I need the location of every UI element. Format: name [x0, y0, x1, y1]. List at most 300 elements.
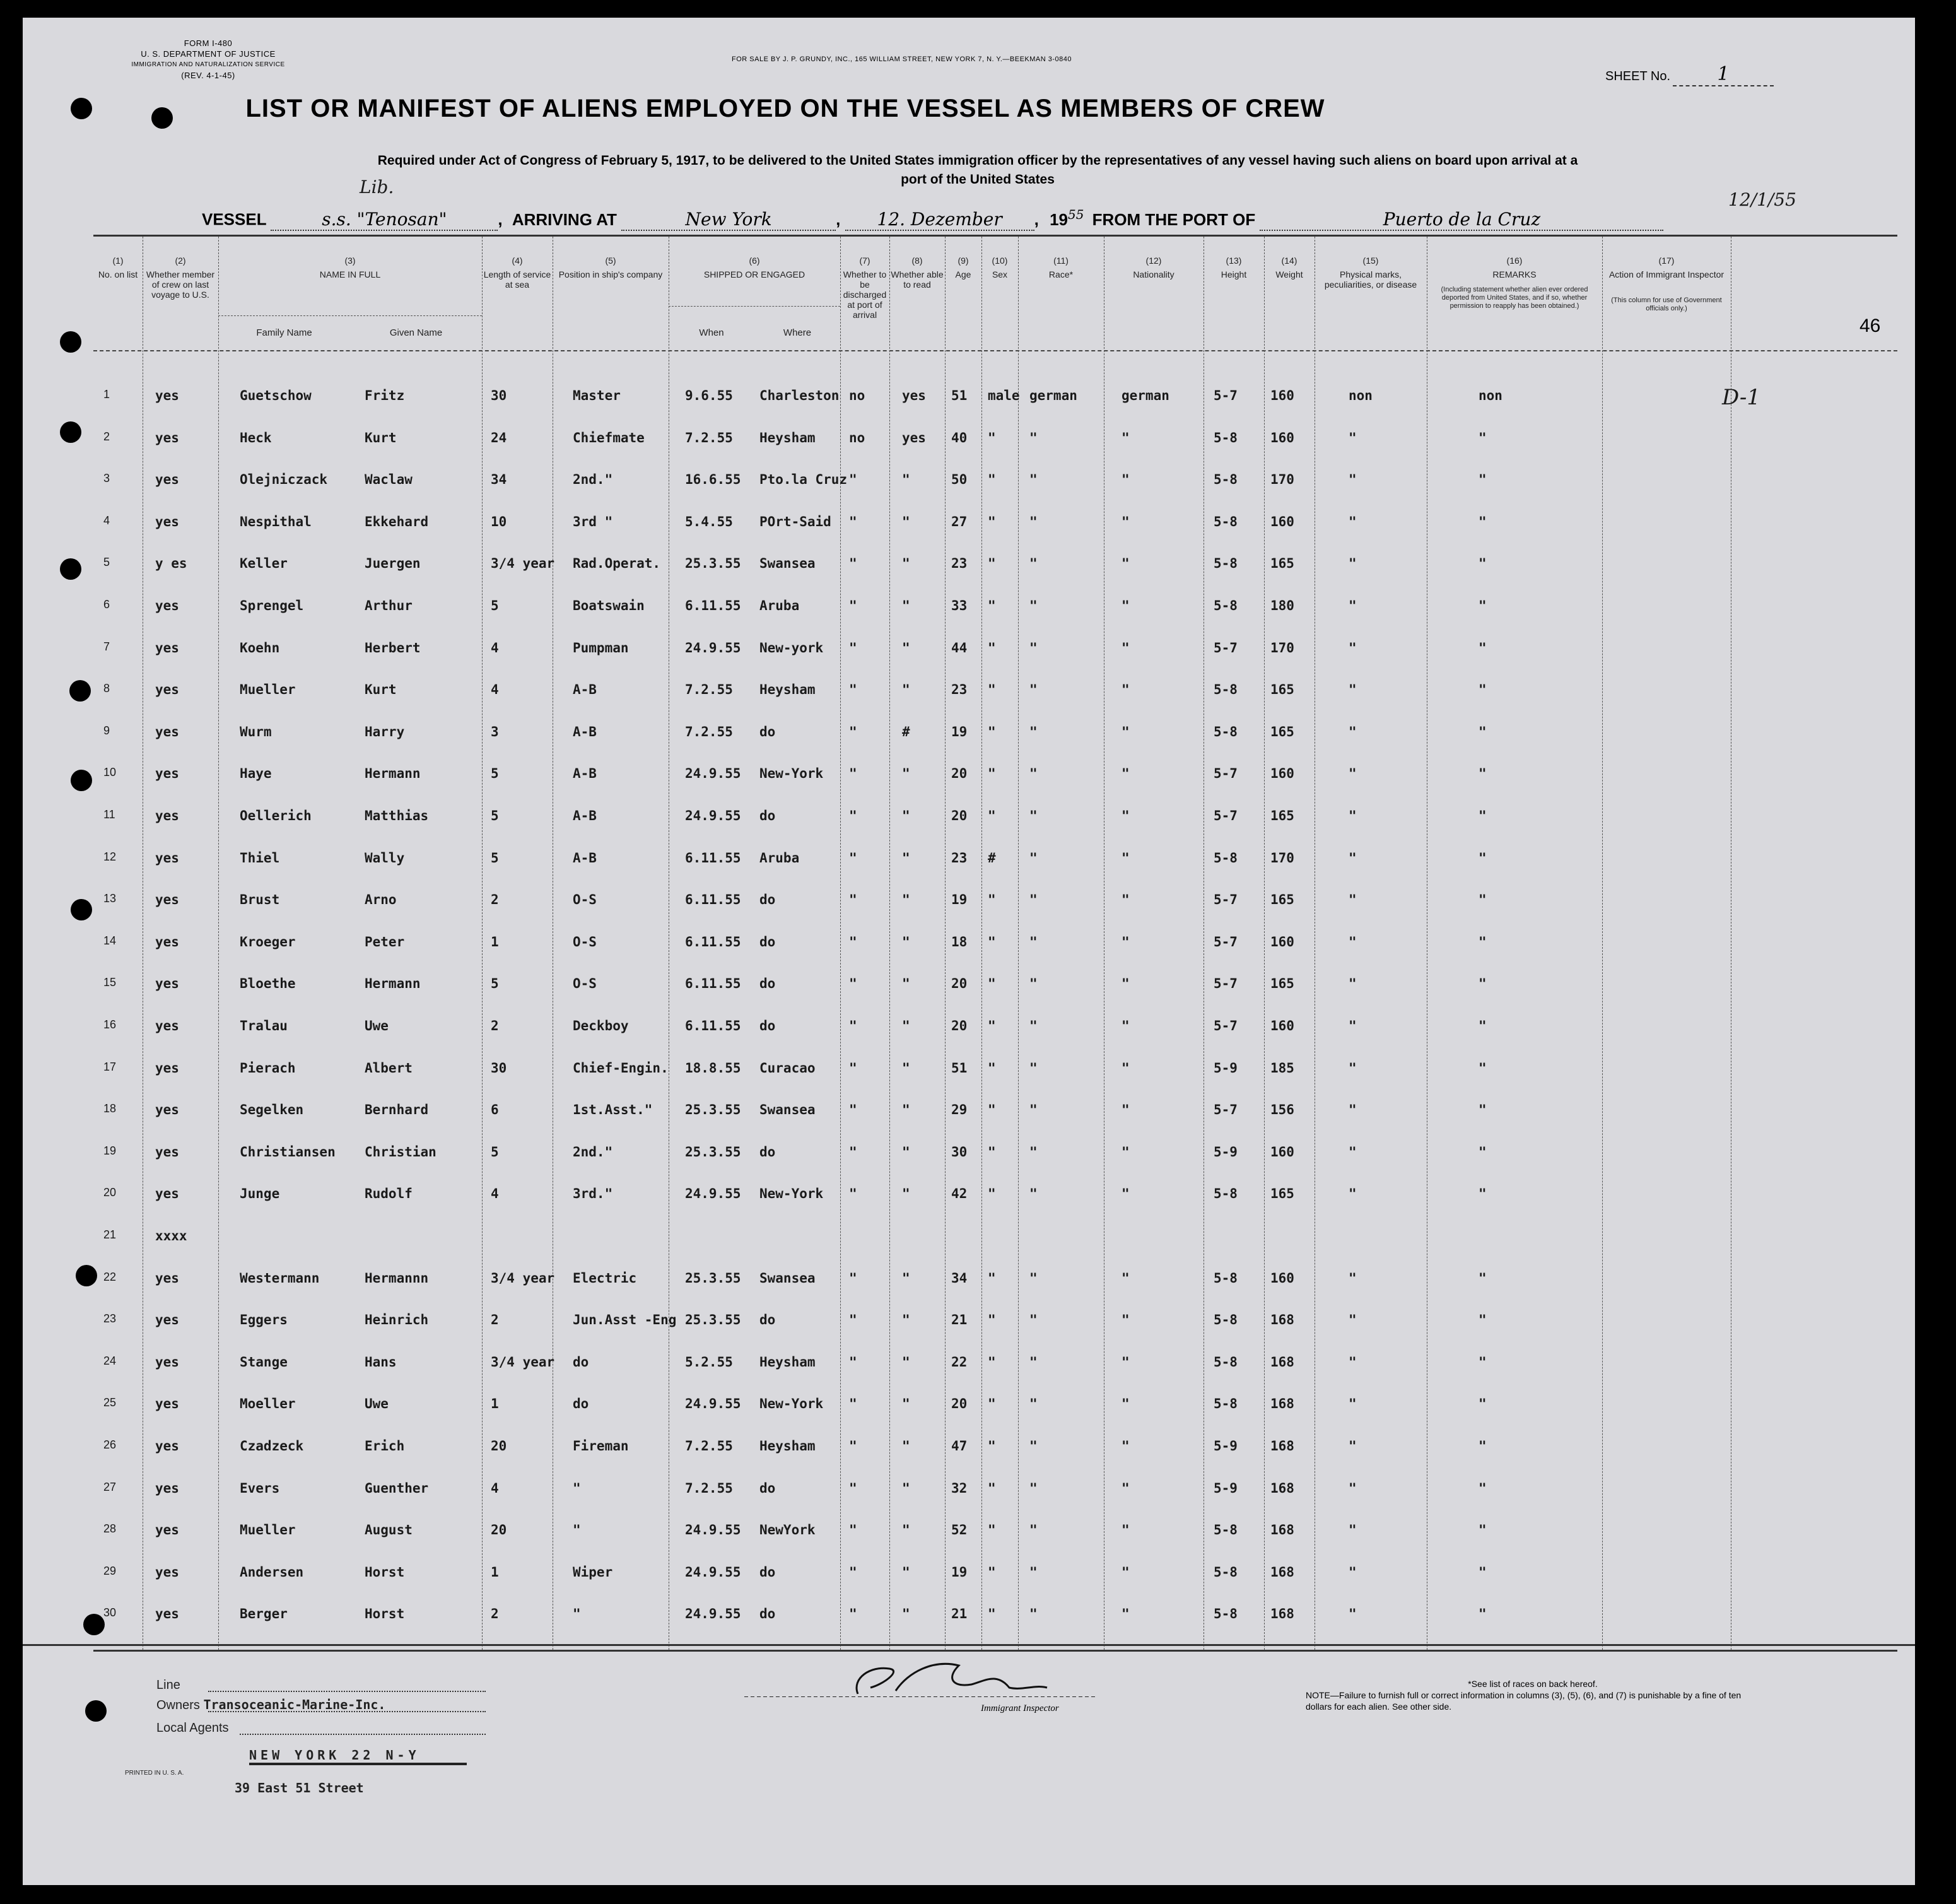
crew-row: [93, 598, 1897, 617]
row-number: 2: [103, 430, 110, 443]
punch-hole: [71, 899, 92, 920]
crew-row: [93, 1565, 1897, 1584]
nationality: ": [1121, 808, 1130, 823]
sex: ": [988, 1102, 996, 1118]
race: ": [1029, 976, 1038, 992]
given-name: Bernhard: [365, 1102, 429, 1118]
column-number: (2): [175, 256, 186, 266]
age: 22: [951, 1354, 968, 1370]
family-name: Moeller: [240, 1396, 296, 1412]
row-number: 30: [103, 1606, 117, 1619]
length-of-service: 30: [491, 388, 507, 403]
remarks: ": [1479, 1438, 1487, 1454]
column-label: Weight: [1275, 269, 1303, 279]
last-voyage: yes: [155, 388, 179, 403]
column-label: Nationality: [1133, 269, 1174, 279]
race: ": [1029, 1270, 1038, 1286]
physical-marks: non: [1349, 388, 1373, 403]
last-voyage: yes: [155, 1312, 179, 1328]
length-of-service: 2: [491, 1018, 499, 1033]
age: 50: [951, 472, 968, 488]
discharged: ": [849, 1102, 857, 1118]
nationality: ": [1121, 430, 1130, 445]
height: 5-9: [1214, 1438, 1238, 1454]
sex: ": [988, 1480, 996, 1496]
from-port-value: Puerto de la Cruz: [1260, 209, 1663, 231]
age: 32: [951, 1480, 968, 1496]
column-number: (5): [605, 256, 616, 266]
sex: #: [988, 850, 996, 866]
race: ": [1029, 1606, 1038, 1622]
age: 44: [951, 640, 968, 655]
column-label: REMARKS: [1492, 269, 1537, 279]
column-header: [218, 256, 482, 279]
last-voyage: yes: [155, 1060, 179, 1076]
given-name: Fritz: [365, 388, 405, 403]
physical-marks: ": [1349, 1480, 1357, 1496]
position: A-B: [573, 724, 597, 739]
discharged: ": [849, 1312, 857, 1328]
sex: ": [988, 766, 996, 782]
row-number: 5: [103, 556, 110, 569]
physical-marks: ": [1349, 1438, 1357, 1454]
length-of-service: 4: [491, 682, 499, 698]
line-field: [156, 1678, 180, 1693]
age: 23: [951, 556, 968, 572]
crew-row: [93, 1481, 1897, 1500]
height: 5-7: [1214, 808, 1238, 823]
height: 5-9: [1214, 1144, 1238, 1160]
last-voyage: yes: [155, 1396, 179, 1412]
able-to-read: ": [902, 1144, 910, 1160]
discharged: ": [849, 1144, 857, 1160]
remarks: ": [1479, 1522, 1487, 1538]
sex: ": [988, 1060, 996, 1076]
given-name: Horst: [365, 1564, 405, 1580]
shipped-when: 7.2.55: [685, 430, 733, 445]
nationality: ": [1121, 1102, 1130, 1118]
last-voyage: yes: [155, 430, 179, 445]
family-name: Tralau: [240, 1018, 288, 1033]
family-name: Mueller: [240, 1522, 296, 1538]
age: 19: [951, 892, 968, 908]
shipped-when: 24.9.55: [685, 808, 741, 823]
given-name: Matthias: [365, 808, 429, 823]
position: 2nd.": [573, 1144, 613, 1160]
last-voyage: yes: [155, 1186, 179, 1202]
physical-marks: ": [1349, 1396, 1357, 1412]
shipped-when: 25.3.55: [685, 1312, 741, 1328]
shipped-when: 7.2.55: [685, 1438, 733, 1454]
sex: ": [988, 1186, 996, 1202]
column-number: (10): [992, 256, 1008, 266]
race: ": [1029, 556, 1038, 572]
position: Pumpman: [573, 640, 629, 655]
shipped-where: New-York: [759, 766, 824, 782]
family-name: Oellerich: [240, 808, 312, 823]
given-name: Erich: [365, 1438, 405, 1454]
nationality: ": [1121, 724, 1130, 739]
physical-marks: ": [1349, 598, 1357, 613]
sex: ": [988, 1522, 996, 1538]
remarks: ": [1479, 640, 1487, 655]
year-prefix: 19: [1050, 209, 1068, 229]
shipped-where: do: [759, 1564, 776, 1580]
given-name: Herbert: [365, 640, 421, 655]
given-name: Christian: [365, 1144, 436, 1160]
height: 5-8: [1214, 1186, 1238, 1202]
given-name: Hermannn: [365, 1270, 429, 1286]
given-name: Peter: [365, 934, 405, 949]
height: 5-8: [1214, 556, 1238, 572]
age: 47: [951, 1438, 968, 1454]
agent-address: 39 East 51 Street: [235, 1780, 364, 1795]
discharged: ": [849, 1270, 857, 1286]
discharged: ": [849, 1060, 857, 1076]
family-name: Segelken: [240, 1102, 304, 1118]
discharged: ": [849, 598, 857, 613]
position: ": [573, 1522, 581, 1538]
family-name: Koehn: [240, 640, 280, 655]
height: 5-8: [1214, 1606, 1238, 1622]
last-voyage: yes: [155, 934, 179, 949]
given-name: Uwe: [365, 1396, 389, 1412]
column-number: (17): [1658, 256, 1675, 266]
crew-row: [93, 388, 1897, 407]
family-name: Andersen: [240, 1564, 304, 1580]
position: Chiefmate: [573, 430, 645, 445]
remarks: non: [1479, 388, 1502, 403]
age: 20: [951, 766, 968, 782]
row-number: 22: [103, 1270, 117, 1283]
remarks: ": [1479, 1102, 1487, 1118]
punch-hole: [71, 770, 92, 791]
length-of-service: 5: [491, 1144, 499, 1160]
family-name: Nespithal: [240, 514, 312, 529]
able-to-read: yes: [902, 388, 926, 403]
shipped-where: Aruba: [759, 850, 800, 866]
race: ": [1029, 934, 1038, 949]
family-name: Evers: [240, 1480, 280, 1496]
age: 19: [951, 1564, 968, 1580]
age: 51: [951, 388, 968, 403]
race: ": [1029, 640, 1038, 655]
last-voyage: yes: [155, 640, 179, 655]
last-voyage: yes: [155, 850, 179, 866]
length-of-service: 3/4 year: [491, 1270, 555, 1286]
weight: 165: [1270, 556, 1294, 572]
sex: ": [988, 598, 996, 613]
sex: ": [988, 472, 996, 488]
length-of-service: 5: [491, 850, 499, 866]
family-name: Heck: [240, 430, 272, 445]
discharged: ": [849, 1354, 857, 1370]
discharged: ": [849, 556, 857, 572]
crew-row: [93, 934, 1897, 953]
page-title: LIST OR MANIFEST OF ALIENS EMPLOYED ON THE VESSEL AS MEMBERS OF CREW: [245, 95, 1325, 122]
vessel-note: Lib.: [360, 177, 394, 197]
weight: 170: [1270, 850, 1294, 866]
owners-value: Transoceanic-Marine-Inc.: [203, 1697, 386, 1712]
sheet-number: [1605, 63, 1774, 86]
family-name: Kroeger: [240, 934, 296, 949]
weight: 170: [1270, 640, 1294, 655]
shipped-when: 24.9.55: [685, 1564, 741, 1580]
column-header: [889, 256, 945, 290]
weight: 168: [1270, 1564, 1294, 1580]
arriving-value: New York: [621, 209, 836, 231]
nationality: ": [1121, 640, 1130, 655]
remarks: ": [1479, 514, 1487, 529]
shipped-where: do: [759, 1606, 776, 1622]
weight: 160: [1270, 1270, 1294, 1286]
position: A-B: [573, 808, 597, 823]
agents-field: [156, 1721, 229, 1736]
family-name: Mueller: [240, 682, 296, 698]
physical-marks: ": [1349, 892, 1357, 908]
family-name: Junge: [240, 1186, 280, 1202]
length-of-service: 10: [491, 514, 507, 529]
given-name: Ekkehard: [365, 514, 429, 529]
remarks-note: (Including statement whether alien ever ordered deported from United States, and if so, whether permission to reapply has been obtained.): [1441, 286, 1588, 310]
last-voyage: yes: [155, 682, 179, 698]
family-name: Bloethe: [240, 976, 296, 992]
remarks: ": [1479, 1144, 1487, 1160]
given-name: Juergen: [365, 556, 421, 572]
weight: 170: [1270, 472, 1294, 488]
weight: 168: [1270, 1480, 1294, 1496]
race: ": [1029, 472, 1038, 488]
crew-row: [93, 1102, 1897, 1121]
height: 5-8: [1214, 724, 1238, 739]
remarks: ": [1479, 598, 1487, 613]
weight: 180: [1270, 598, 1294, 613]
action-mark: D-1: [1722, 385, 1761, 410]
age: 19: [951, 724, 968, 739]
column-header: [1203, 256, 1264, 279]
last-voyage: yes: [155, 1018, 179, 1033]
race: ": [1029, 1438, 1038, 1454]
race: german: [1029, 388, 1077, 403]
printed-in: PRINTED IN U. S. A.: [125, 1770, 184, 1777]
column-label: Action of Immigrant Inspector: [1608, 269, 1725, 279]
race: ": [1029, 850, 1038, 866]
physical-marks: ": [1349, 1102, 1357, 1118]
length-of-service: 1: [491, 1396, 499, 1412]
remarks: ": [1479, 1312, 1487, 1328]
column-header: [1018, 256, 1104, 279]
age: 20: [951, 976, 968, 992]
given-name: Horst: [365, 1606, 405, 1622]
family-name: Thiel: [240, 850, 280, 866]
row-number: 21: [103, 1228, 117, 1241]
crew-row: [93, 1522, 1897, 1541]
discharged: ": [849, 1480, 857, 1496]
remarks: ": [1479, 808, 1487, 823]
vessel-value: s.s. "Tenosan": [271, 209, 498, 231]
physical-marks: ": [1349, 1060, 1357, 1076]
nationality: ": [1121, 892, 1130, 908]
age: 23: [951, 682, 968, 698]
physical-marks: ": [1349, 472, 1357, 488]
position: O-S: [573, 892, 597, 908]
stamp-text: NEW YORK 22 N-Y: [249, 1748, 420, 1763]
action-note: (This column for use of Government officials only.): [1611, 297, 1722, 312]
height: 5-8: [1214, 1312, 1238, 1328]
vessel-label: VESSEL: [202, 209, 267, 229]
subtitle-line-2: port of the United States: [901, 172, 1055, 187]
race: ": [1029, 1522, 1038, 1538]
family-name: Westermann: [240, 1270, 320, 1286]
position: do: [573, 1396, 589, 1412]
weight: 160: [1270, 934, 1294, 949]
weight: 165: [1270, 808, 1294, 823]
length-of-service: 30: [491, 1060, 507, 1076]
remarks: ": [1479, 1396, 1487, 1412]
nationality: ": [1121, 556, 1130, 572]
row-number: 4: [103, 514, 110, 527]
nationality: ": [1121, 1396, 1130, 1412]
row-number: 10: [103, 766, 117, 779]
physical-marks: ": [1349, 1186, 1357, 1202]
punch-hole: [69, 680, 91, 702]
shipped-where: do: [759, 1312, 776, 1328]
column-number: (4): [512, 256, 523, 266]
crew-row: [93, 976, 1897, 995]
able-to-read: yes: [902, 430, 926, 445]
length-of-service: 3/4 year: [491, 1354, 555, 1370]
shipped-when: 6.11.55: [685, 934, 741, 949]
remarks: ": [1479, 1186, 1487, 1202]
last-voyage: yes: [155, 1522, 179, 1538]
row-number: 27: [103, 1480, 117, 1493]
shipped-when: 24.9.55: [685, 640, 741, 655]
shipped-when: 7.2.55: [685, 682, 733, 698]
punch-hole: [60, 421, 81, 443]
discharged: ": [849, 1396, 857, 1412]
column-label: SHIPPED OR ENGAGED: [703, 269, 805, 279]
race: ": [1029, 1186, 1038, 1202]
year-value: 55: [1067, 207, 1084, 222]
last-voyage: yes: [155, 1438, 179, 1454]
row-number: 24: [103, 1354, 117, 1367]
remarks: ": [1479, 472, 1487, 488]
row-number: 9: [103, 724, 110, 737]
last-voyage: y es: [155, 556, 187, 572]
height: 5-8: [1214, 850, 1238, 866]
able-to-read: ": [902, 1186, 910, 1202]
sex: ": [988, 1396, 996, 1412]
agent-stamp: [249, 1748, 467, 1765]
discharged: no: [849, 430, 865, 445]
position: A-B: [573, 850, 597, 866]
weight: 168: [1270, 1606, 1294, 1622]
weight: 165: [1270, 1186, 1294, 1202]
shipped-where: NewYork: [759, 1522, 816, 1538]
family-name: Olejniczack: [240, 472, 328, 488]
discharged: ": [849, 640, 857, 655]
column-number: (14): [1281, 256, 1297, 266]
row-number: 23: [103, 1312, 117, 1325]
row-number: 12: [103, 850, 117, 863]
column-subheader: When: [699, 327, 724, 338]
column-number: (13): [1226, 256, 1242, 266]
shipped-when: 24.9.55: [685, 766, 741, 782]
shipped-when: 6.11.55: [685, 976, 741, 992]
shipped-when: 9.6.55: [685, 388, 733, 403]
sex: ": [988, 514, 996, 529]
weight: 165: [1270, 724, 1294, 739]
family-name: Pierach: [240, 1060, 296, 1076]
race: ": [1029, 766, 1038, 782]
physical-marks: ": [1349, 850, 1357, 866]
given-name: Arthur: [365, 598, 413, 613]
height: 5-8: [1214, 430, 1238, 445]
sex: ": [988, 640, 996, 655]
given-name: Harry: [365, 724, 405, 739]
height: 5-8: [1214, 514, 1238, 529]
height: 5-9: [1214, 1060, 1238, 1076]
length-of-service: 20: [491, 1438, 507, 1454]
remarks: ": [1479, 934, 1487, 949]
able-to-read: ": [902, 682, 910, 698]
family-name: Keller: [240, 556, 288, 572]
height: 5-9: [1214, 1480, 1238, 1496]
column-number: (16): [1506, 256, 1523, 266]
remarks: ": [1479, 766, 1487, 782]
shipped-where: Aruba: [759, 598, 800, 613]
remarks: ": [1479, 1564, 1487, 1580]
position: 3rd.": [573, 1186, 613, 1202]
last-voyage: yes: [155, 1564, 179, 1580]
family-name: Berger: [240, 1606, 288, 1622]
age: 20: [951, 1396, 968, 1412]
length-of-service: 6: [491, 1102, 499, 1118]
able-to-read: ": [902, 1396, 910, 1412]
column-label: Race*: [1048, 269, 1074, 279]
height: 5-8: [1214, 1564, 1238, 1580]
nationality: ": [1121, 766, 1130, 782]
race: ": [1029, 1018, 1038, 1033]
shipped-where: POrt-Said: [759, 514, 831, 529]
given-name: Hermann: [365, 976, 421, 992]
family-name: Haye: [240, 766, 272, 782]
row-number: 8: [103, 682, 110, 695]
position: O-S: [573, 934, 597, 949]
nationality: ": [1121, 1060, 1130, 1076]
nationality: ": [1121, 1270, 1130, 1286]
crew-row: [93, 1312, 1897, 1331]
race: ": [1029, 724, 1038, 739]
able-to-read: ": [902, 850, 910, 866]
row-number: 29: [103, 1564, 117, 1577]
remarks: ": [1479, 1018, 1487, 1033]
position: O-S: [573, 976, 597, 992]
height: 5-8: [1214, 472, 1238, 488]
discharged: ": [849, 1606, 857, 1622]
shipped-where: do: [759, 724, 776, 739]
given-name: Hans: [365, 1354, 397, 1370]
last-voyage: yes: [155, 724, 179, 739]
subheader-rule: [669, 306, 840, 307]
family-name: Stange: [240, 1354, 288, 1370]
physical-marks: ": [1349, 1270, 1357, 1286]
shipped-where: Swansea: [759, 556, 816, 572]
column-number: (9): [958, 256, 969, 266]
length-of-service: 2: [491, 1312, 499, 1328]
able-to-read: ": [902, 934, 910, 949]
weight: 160: [1270, 1018, 1294, 1033]
